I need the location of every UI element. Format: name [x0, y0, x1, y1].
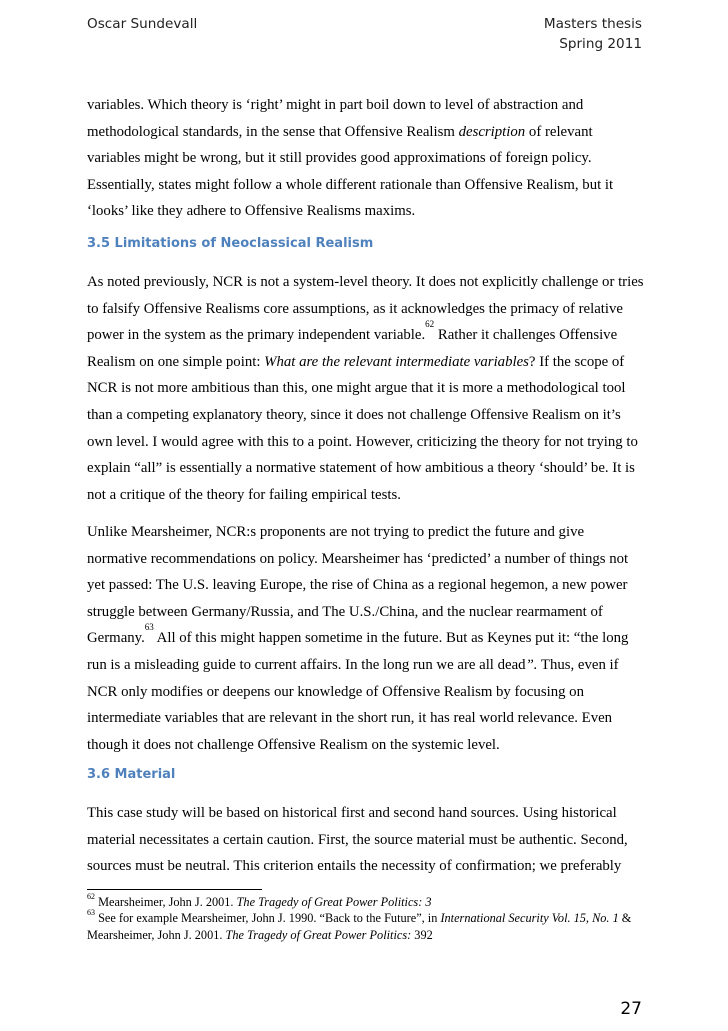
paragraph-3: Unlike Mearsheimer, NCR:s proponents are not trying to predict the future and give normative recommendations on policy. Mearsheimer has ‘predicted’ a number of things not yet passed: The U.S. leaving Europe, the rise of China as a regional hegemon, a new power struggle between Germany/Russia, and The U.S./China, and the nuclear rearmament of Germany.$^{63}$ All of this might happen sometime in the future. But as Keynes put it: “the long run is a misleading guide to current affairs. In the long run we are all dead”. Thus, even if NCR only modifies or deepens our knowledge of Offensive Realism by focusing on intermediate variables that are relevant in the short run, it has real world relevance. Even though it does not challenge Offensive Realism on the systemic level. — [87, 524, 629, 753]
footnote-ref-62: 62 — [425, 319, 435, 330]
section-heading-3-5: 3.5 Limitations of Neoclassical Realism — [87, 236, 374, 251]
header-info — [544, 14, 642, 54]
header-term: Spring 2011 — [559, 36, 642, 52]
paragraph-4: This case study will be based on historical first and second hand sources. Using historical material necessitates a certain caution. First, the source material must be authentic. Second, sources must be neutral. This criterion entails the necessity of confirmation; we preferably — [87, 805, 628, 875]
header-author: Oscar Sundevall — [87, 16, 198, 32]
footnote-63: $^{63}$ See for example Mearsheimer, John J. 1990. “Back to the Future”, in International Security Vol. 15, No. 1 & Mearsheimer, John J. 2001. The Tragedy of Great Power Politics: 392 — [87, 908, 632, 942]
section-heading-3-6: 3.6 Material — [87, 767, 176, 782]
emphasis: What are the relevant intermediate variables — [264, 353, 529, 370]
footnote-62: $^{62}$ Mearsheimer, John J. 2001. The Tragedy of Great Power Politics: 3 — [87, 892, 432, 909]
emphasis: ”. — [525, 656, 538, 673]
footnotes — [87, 894, 647, 943]
footnote-ref-63: 63 — [144, 622, 154, 633]
paragraph-2: As noted previously, NCR is not a system-level theory. It does not explicitly challenge or tries to falsify Offensive Realisms core assumptions, as it acknowledges the primacy of relative power in the system as the primary independent variable.$^{62}$ Rather it challenges Offensive Realism on one simple point: What are the relevant intermediate variables? If the scope of NCR is not more ambitious than this, one might argue that it is more a methodological tool than a competing explanatory theory, since it does not challenge Offensive Realism on it’s own level. I would agree with this to a point. However, criticizing the theory for not trying to explain “all” is essentially a normative statement of how ambitious a theory ‘should’ be. It is not a critique of the theory for failing empirical tests. — [87, 274, 644, 503]
page-number: 27 — [620, 999, 642, 1019]
paragraph-1: variables. Which theory is ‘right’ might in part boil down to level of abstraction and methodological standards, in the sense that Offensive Realism description of relevant variables might be wrong, but it still provides good approximations of foreign policy. Essentially, states might follow a whole different rationale than Offensive Realism, but it ‘looks’ like they adhere to Offensive Realisms maxims. — [87, 97, 614, 220]
footnote-separator — [87, 889, 262, 890]
emphasis: description — [458, 123, 526, 140]
header-doc-type: Masters thesis — [543, 16, 642, 32]
